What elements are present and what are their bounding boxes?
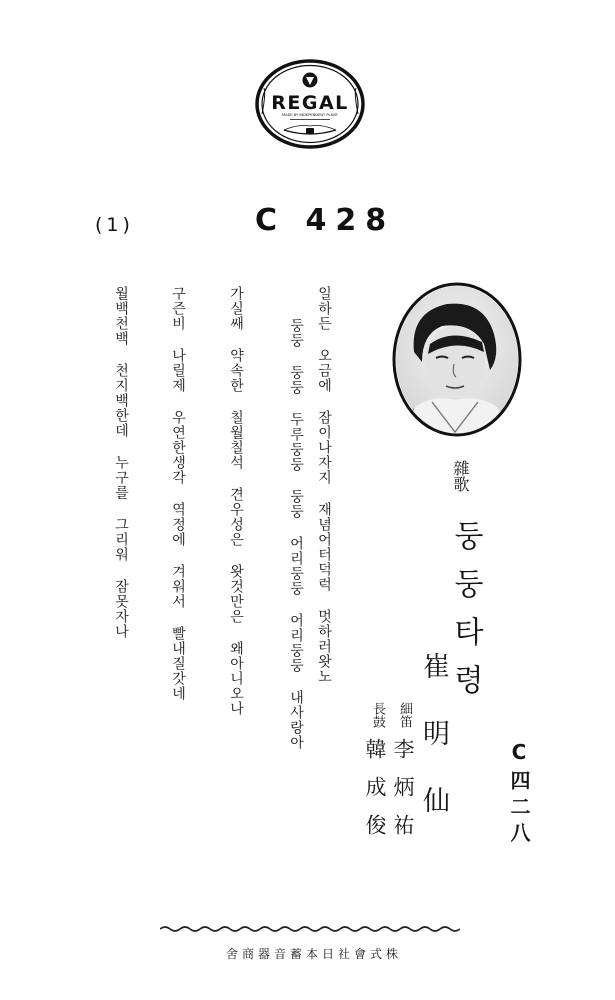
wavy-divider (160, 924, 460, 934)
regal-label-logo (254, 58, 366, 150)
regal-emblem-icon (254, 58, 366, 150)
credit-name: 韓成俊 (363, 738, 387, 852)
publisher-name: 舍商器音蓄本日社會式株 (225, 947, 402, 961)
side-number: (1) (95, 214, 134, 236)
credit-name: 李炳祐 (391, 738, 415, 852)
lyric-line: 일하든 오금에 잠이나자지 재념어터덕럭 멋하러왓노 (316, 286, 332, 684)
song-title: 둥둥타령 (448, 520, 483, 712)
performer-name: 崔明仙 (418, 652, 449, 853)
genre-label: 雜歌 (451, 460, 470, 492)
credit-role: 細笛 (397, 702, 412, 728)
catalog-number-vertical: C四二八 (507, 740, 531, 848)
lyric-line: 월백천백 천지백한데 누구를 그리워 잠못자나 (113, 286, 129, 639)
credit-role: 長鼓 (370, 702, 385, 728)
logo-fine-print: MADE BY INDEPENDENT PLANT (282, 113, 338, 117)
singer-portrait (392, 282, 522, 437)
lyric-line: 가실쌔 약속한 칠월칠석 견우성은 왓것만은 왜아니오나 (228, 286, 244, 716)
logo-brand: REGAL (271, 92, 349, 114)
lyric-line: 둥둥 둥둥 두루둥둥 둥둥 어리둥둥 어리둥둥 내사랑아 (288, 318, 304, 750)
lyric-line: 구즌비 나릴제 우연한생각 역정에 겨워서 빨내질갓네 (170, 286, 186, 701)
catalog-number: C 428 (255, 203, 396, 238)
